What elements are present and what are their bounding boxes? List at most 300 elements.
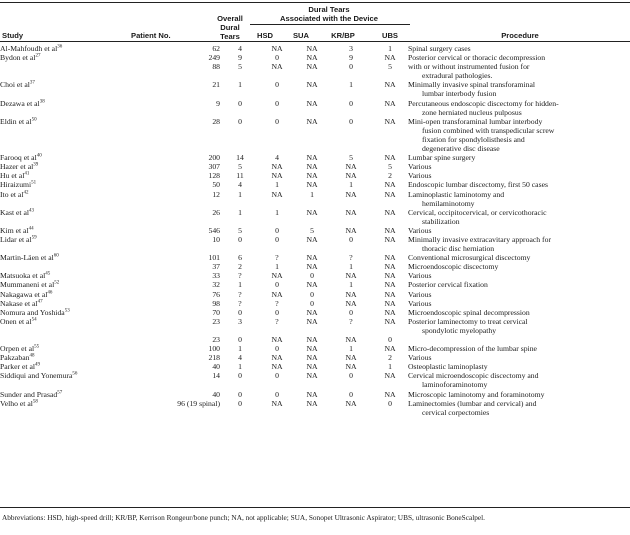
cell-patient-no: 50 xyxy=(212,180,220,190)
procedure-line: Conventional microsurgical discectomy xyxy=(408,253,531,263)
study-name: Al-Mahfoudh et al xyxy=(0,44,58,53)
cell-kr-bp: 0 xyxy=(349,62,353,72)
procedure-line: Microendoscopic spinal decompression xyxy=(408,307,530,317)
procedure-line: Various xyxy=(408,171,432,181)
cell-sua: NA xyxy=(306,316,318,326)
study-name: Orpen et al xyxy=(0,344,35,354)
cell-ubs: NA xyxy=(384,371,396,381)
cell-study xyxy=(0,344,128,353)
cell-ubs: NA xyxy=(384,153,396,163)
cell-patient-no: 307 xyxy=(208,162,220,172)
cell-overall-tears: 11 xyxy=(236,171,244,181)
cell-overall-tears: 0 xyxy=(238,398,242,408)
cell-hsd: 1 xyxy=(275,207,279,217)
study-name: Ito et al xyxy=(0,189,24,199)
cell-procedure xyxy=(408,99,630,117)
cell-overall-tears: 14 xyxy=(236,153,244,163)
cell-patient-no: 21 xyxy=(212,80,220,90)
table-row xyxy=(0,317,630,335)
cell-ubs: NA xyxy=(384,289,396,299)
cell-kr-bp: 1 xyxy=(349,262,353,272)
reference-number: 37 xyxy=(29,80,35,86)
cell-study xyxy=(0,180,128,189)
reference-number: 51 xyxy=(31,180,37,186)
cell-study xyxy=(0,290,128,299)
cell-overall-tears: 2 xyxy=(238,262,242,272)
study-name: Lidar et al xyxy=(0,234,32,244)
table-row xyxy=(0,180,630,189)
cell-study xyxy=(0,226,128,235)
cell-study xyxy=(0,371,128,389)
reference-number: 27 xyxy=(35,53,41,59)
cell-procedure xyxy=(408,190,630,208)
header-overall xyxy=(206,14,254,41)
cell-kr-bp: 0 xyxy=(349,371,353,381)
cell-procedure xyxy=(408,44,630,53)
cell-patient-no: 28 xyxy=(212,116,220,126)
study-name: Kim et al xyxy=(0,225,29,235)
cell-procedure xyxy=(408,308,630,317)
cell-procedure xyxy=(408,371,630,389)
cell-ubs: 0 xyxy=(388,398,392,408)
cell-procedure xyxy=(408,299,630,308)
cell-sua: NA xyxy=(306,362,318,372)
cell-procedure xyxy=(408,162,630,171)
cell-ubs: 5 xyxy=(388,62,392,72)
cell-patient-no: 26 xyxy=(212,207,220,217)
cell-study xyxy=(0,308,128,317)
cell-procedure xyxy=(408,290,630,299)
cell-patient-no: 23 xyxy=(212,335,220,344)
cell-hsd: ? xyxy=(275,253,279,263)
cell-sua: NA xyxy=(306,344,318,354)
reference-number: 44 xyxy=(28,226,34,232)
cell-sua: NA xyxy=(306,153,318,163)
study-name: Nomura and Yoshida xyxy=(0,307,65,317)
cell-overall-tears: 5 xyxy=(238,62,242,72)
cell-ubs: NA xyxy=(384,53,396,63)
cell-overall-tears: 5 xyxy=(238,162,242,172)
cell-ubs: NA xyxy=(384,98,396,108)
cell-ubs: NA xyxy=(384,253,396,263)
cell-ubs: NA xyxy=(384,271,396,281)
cell-procedure xyxy=(408,117,630,153)
cell-kr-bp: 0 xyxy=(349,116,353,126)
cell-procedure xyxy=(408,390,630,399)
table-row xyxy=(0,80,630,98)
cell-patient-no: 200 xyxy=(208,153,220,163)
procedure-line: fixation for spondylolisthesis and xyxy=(422,134,525,144)
table-row xyxy=(0,399,630,417)
cell-hsd: 0 xyxy=(275,371,279,381)
study-name: Mummaneni et al xyxy=(0,280,55,290)
cell-sua: NA xyxy=(306,307,318,317)
reference-number: 42 xyxy=(23,189,29,195)
cell-kr-bp: NA xyxy=(345,271,357,281)
cell-study xyxy=(0,162,128,171)
cell-sua: NA xyxy=(306,207,318,217)
table-row xyxy=(0,62,630,80)
header-study: Study xyxy=(2,31,24,40)
header-sua: SUA xyxy=(292,31,310,40)
table-row xyxy=(0,390,630,399)
table-row xyxy=(0,44,630,53)
cell-hsd: 0 xyxy=(275,234,279,244)
cell-procedure xyxy=(408,53,630,62)
study-name: Parker et al xyxy=(0,362,36,372)
reference-number: 40 xyxy=(36,153,42,159)
cell-sua: NA xyxy=(306,280,318,290)
procedure-line: fusion combined with transpedicular screw xyxy=(422,125,555,135)
procedure-line: extradural pathologies. xyxy=(422,71,493,81)
cell-kr-bp: NA xyxy=(345,335,357,344)
cell-sua: NA xyxy=(306,262,318,272)
cell-sua: NA xyxy=(306,116,318,126)
procedure-line: hemilaminotomy xyxy=(422,198,475,208)
cell-overall-tears: 0 xyxy=(238,307,242,317)
cell-ubs: NA xyxy=(384,234,396,244)
header-overall-line-2: Dural xyxy=(220,23,240,32)
table-row xyxy=(0,371,630,389)
cell-overall-tears: 1 xyxy=(238,362,242,372)
study-name: Farooq et al xyxy=(0,153,37,163)
cell-overall-tears: 1 xyxy=(238,207,242,217)
cell-procedure xyxy=(408,353,630,362)
cell-kr-bp: 0 xyxy=(349,234,353,244)
cell-procedure xyxy=(408,180,630,189)
cell-patient-no: 23 xyxy=(212,316,220,326)
procedure-line: Cervical microendoscopic discectomy and xyxy=(408,371,539,381)
cell-ubs: NA xyxy=(384,280,396,290)
cell-kr-bp: NA xyxy=(345,189,357,199)
table-row xyxy=(0,353,630,362)
procedure-line: laminoforaminotomy xyxy=(422,380,488,390)
abbreviations-footnote: Abbreviations: HSD, high-speed drill; KR/BP, Kerrison Rongeur/bone punch; NA, not applicable; SUA, Sonopet Ultrasonic Aspirator; UBS, ultrasonic BoneScalpel. xyxy=(2,513,485,522)
header-patient-no: Patient No. xyxy=(131,31,171,40)
procedure-line: Spinal surgery cases xyxy=(408,44,471,53)
cell-ubs: NA xyxy=(384,116,396,126)
cell-patient-no: 33 xyxy=(212,271,220,281)
cell-hsd: NA xyxy=(271,362,283,372)
cell-hsd: 0 xyxy=(275,116,279,126)
cell-kr-bp: 1 xyxy=(349,280,353,290)
cell-sua: NA xyxy=(306,234,318,244)
cell-hsd: 0 xyxy=(275,225,279,235)
cell-sua: 1 xyxy=(310,189,314,199)
study-name: Hu et al xyxy=(0,171,25,181)
reference-number: 59 xyxy=(31,235,37,241)
cell-patient-no: 249 xyxy=(208,53,220,63)
header-group-line-1: Dural Tears xyxy=(308,5,350,14)
procedure-line: with or without instrumented fusion for xyxy=(408,62,530,72)
cell-study xyxy=(0,44,128,53)
cell-ubs: 5 xyxy=(388,162,392,172)
procedure-line: Various xyxy=(408,298,432,308)
cell-overall-tears: 3 xyxy=(238,316,242,326)
cell-sua: 0 xyxy=(310,289,314,299)
cell-study xyxy=(0,208,128,226)
cell-sua: NA xyxy=(306,253,318,263)
procedure-line: cervical corpectomies xyxy=(422,407,490,417)
cell-sua: 5 xyxy=(310,225,314,235)
cell-hsd: 1 xyxy=(275,262,279,272)
cell-procedure xyxy=(408,317,630,335)
reference-number: 58 xyxy=(32,399,38,405)
table-row xyxy=(0,99,630,117)
cell-sua: 0 xyxy=(310,271,314,281)
cell-study xyxy=(0,353,128,362)
cell-patient-no: 100 xyxy=(208,344,220,354)
table-row xyxy=(0,271,630,280)
header-overall-line-1: Overall xyxy=(217,14,243,23)
study-name: Nakagawa et al xyxy=(0,289,48,299)
cell-kr-bp: ? xyxy=(349,253,353,263)
header-kr-bp: KR/BP xyxy=(331,31,355,40)
cell-procedure xyxy=(408,335,630,344)
cell-kr-bp: 0 xyxy=(349,389,353,399)
group-rule xyxy=(250,24,410,25)
reference-number: 60 xyxy=(53,253,59,259)
cell-patient-no: 218 xyxy=(208,353,220,363)
procedure-line: Posterior cervical fixation xyxy=(408,280,488,290)
cell-overall-tears: 5 xyxy=(238,225,242,235)
cell-overall-tears: 9 xyxy=(238,53,242,63)
cell-procedure xyxy=(408,280,630,289)
procedure-line: Mini-open transforaminal lumbar interbody xyxy=(408,116,543,126)
study-name: Pakzaban xyxy=(0,353,30,363)
study-name: Eldin et al xyxy=(0,116,32,126)
cell-sua: NA xyxy=(306,80,318,90)
cell-procedure xyxy=(408,262,630,271)
cell-patient-no: 40 xyxy=(212,362,220,372)
cell-hsd: NA xyxy=(271,289,283,299)
cell-kr-bp: NA xyxy=(345,289,357,299)
cell-sua: NA xyxy=(306,62,318,72)
procedure-line: Various xyxy=(408,271,432,281)
cell-hsd: NA xyxy=(271,171,283,181)
header-overall-line-3: Tears xyxy=(220,32,240,41)
study-name: Hiraizumi xyxy=(0,180,32,190)
cell-ubs: NA xyxy=(384,80,396,90)
cell-sua: NA xyxy=(306,171,318,181)
procedure-line: stabilization xyxy=(422,216,460,226)
reference-number: 45 xyxy=(45,271,51,277)
top-rule xyxy=(0,2,630,3)
study-name: Velho et al xyxy=(0,398,33,408)
procedure-line: Percutaneous endoscopic discectomy for hidden- xyxy=(408,98,559,108)
cell-hsd: ? xyxy=(275,316,279,326)
table-row xyxy=(0,226,630,235)
study-name: Choi et al xyxy=(0,80,30,90)
cell-overall-tears: 4 xyxy=(238,180,242,190)
cell-kr-bp: NA xyxy=(345,171,357,181)
cell-study xyxy=(0,299,128,308)
data-table xyxy=(0,44,630,417)
reference-number: 41 xyxy=(24,171,30,177)
cell-sua: 0 xyxy=(310,298,314,308)
table-row xyxy=(0,262,630,271)
cell-study xyxy=(0,317,128,335)
cell-ubs: 0 xyxy=(388,335,392,344)
cell-hsd: NA xyxy=(271,62,283,72)
bottom-rule xyxy=(0,507,630,508)
procedure-line: Laminoplastic laminotomy and xyxy=(408,189,505,199)
cell-procedure xyxy=(408,153,630,162)
cell-procedure xyxy=(408,80,630,98)
header-procedure: Procedure xyxy=(501,31,539,40)
study-name: Matsuoka et al xyxy=(0,271,46,281)
cell-ubs: 1 xyxy=(388,362,392,372)
cell-sua: NA xyxy=(306,180,318,190)
cell-patient-no: 98 xyxy=(212,298,220,308)
cell-patient-no: 12 xyxy=(212,189,220,199)
cell-study xyxy=(0,190,128,208)
cell-patient-no: 62 xyxy=(212,44,220,53)
procedure-line: Microendoscopic discectomy xyxy=(408,262,499,272)
procedure-line: Minimally invasive spinal transforaminal xyxy=(408,80,536,90)
cell-ubs: 1 xyxy=(388,44,392,53)
cell-hsd: NA xyxy=(271,271,283,281)
header-ubs: UBS xyxy=(381,31,399,40)
cell-patient-no: 101 xyxy=(208,253,220,263)
table-row xyxy=(0,190,630,208)
cell-hsd: 0 xyxy=(275,307,279,317)
cell-study xyxy=(0,399,128,417)
cell-study xyxy=(0,80,128,98)
cell-hsd: 4 xyxy=(275,153,279,163)
cell-study xyxy=(0,53,128,62)
cell-sua: NA xyxy=(306,371,318,381)
cell-patient-no: 40 xyxy=(212,389,220,399)
table-row xyxy=(0,335,630,344)
cell-ubs: NA xyxy=(384,225,396,235)
table-row xyxy=(0,162,630,171)
procedure-line: lumbar interbody fusion xyxy=(422,89,497,99)
cell-study xyxy=(0,153,128,162)
cell-overall-tears: 0 xyxy=(238,116,242,126)
study-name: Hazer et al xyxy=(0,162,34,172)
cell-procedure xyxy=(408,362,630,371)
cell-ubs: NA xyxy=(384,344,396,354)
study-name: Onen et al xyxy=(0,316,32,326)
cell-overall-tears: ? xyxy=(238,289,242,299)
study-name: Bydon et al xyxy=(0,53,36,63)
cell-hsd: 0 xyxy=(275,80,279,90)
cell-kr-bp: 3 xyxy=(349,44,353,53)
reference-number: 53 xyxy=(64,308,70,314)
cell-ubs: NA xyxy=(384,389,396,399)
cell-patient-no: 96 (19 spinal) xyxy=(177,398,220,408)
cell-study xyxy=(0,235,128,253)
cell-kr-bp: 0 xyxy=(349,307,353,317)
cell-ubs: NA xyxy=(384,180,396,190)
cell-study xyxy=(0,390,128,399)
cell-kr-bp: 0 xyxy=(349,98,353,108)
cell-sua: NA xyxy=(306,162,318,172)
cell-procedure xyxy=(408,253,630,262)
reference-number: 50 xyxy=(31,117,37,123)
cell-study xyxy=(0,271,128,280)
cell-ubs: 2 xyxy=(388,171,392,181)
study-name: Martin-Läen et al xyxy=(0,253,54,263)
cell-hsd: NA xyxy=(271,44,283,53)
cell-overall-tears: 4 xyxy=(238,353,242,363)
table-row xyxy=(0,208,630,226)
table-row xyxy=(0,280,630,289)
procedure-line: Endoscopic lumbar discectomy, first 50 cases xyxy=(408,180,548,190)
cell-sua: NA xyxy=(306,389,318,399)
cell-hsd: 0 xyxy=(275,280,279,290)
table-row xyxy=(0,290,630,299)
cell-kr-bp: NA xyxy=(345,162,357,172)
cell-patient-no: 546 xyxy=(208,225,220,235)
cell-hsd: NA xyxy=(271,189,283,199)
cell-procedure xyxy=(408,399,630,417)
cell-ubs: NA xyxy=(384,262,396,272)
procedure-line: Various xyxy=(408,162,432,172)
cell-overall-tears: 1 xyxy=(238,80,242,90)
cell-study xyxy=(0,117,128,153)
cell-study xyxy=(0,280,128,289)
cell-ubs: 2 xyxy=(388,353,392,363)
study-name: Sunder and Prasad xyxy=(0,389,58,399)
cell-patient-no: 76 xyxy=(212,289,220,299)
cell-hsd: 1 xyxy=(275,180,279,190)
cell-hsd: NA xyxy=(271,162,283,172)
cell-hsd: 0 xyxy=(275,344,279,354)
cell-procedure xyxy=(408,344,630,353)
table-row xyxy=(0,308,630,317)
cell-kr-bp: 1 xyxy=(349,80,353,90)
reference-number: 39 xyxy=(33,162,39,168)
procedure-line: Posterior laminectomy to treat cervical xyxy=(408,316,528,326)
cell-ubs: NA xyxy=(384,207,396,217)
study-name: Dezawa et al xyxy=(0,98,40,108)
cell-sua: NA xyxy=(306,44,318,53)
cell-overall-tears: 4 xyxy=(238,44,242,53)
cell-study xyxy=(0,171,128,180)
cell-overall-tears: ? xyxy=(238,298,242,308)
cell-study xyxy=(0,262,128,271)
cell-overall-tears: 1 xyxy=(238,344,242,354)
cell-kr-bp: 1 xyxy=(349,344,353,354)
cell-hsd: NA xyxy=(271,398,283,408)
cell-sua: NA xyxy=(306,398,318,408)
cell-ubs: NA xyxy=(384,189,396,199)
procedure-line: Posterior cervical or thoracic decompression xyxy=(408,53,546,63)
reference-number: 36 xyxy=(57,44,63,50)
reference-number: 46 xyxy=(47,289,53,295)
cell-overall-tears: 0 xyxy=(238,335,242,344)
cell-kr-bp: NA xyxy=(345,298,357,308)
reference-number: 47 xyxy=(37,299,43,305)
procedure-line: Osteoplastic laminoplasty xyxy=(408,362,488,372)
cell-sua: NA xyxy=(306,98,318,108)
procedure-line: spondylotic myelopathy xyxy=(422,325,497,335)
cell-hsd: 0 xyxy=(275,389,279,399)
cell-study xyxy=(0,99,128,117)
procedure-line: degenerative disc disease xyxy=(422,144,500,154)
reference-number: 43 xyxy=(29,208,35,214)
reference-number: 48 xyxy=(29,353,35,359)
cell-procedure xyxy=(408,226,630,235)
reference-number: 55 xyxy=(34,344,40,350)
cell-patient-no: 37 xyxy=(212,262,220,272)
table-row xyxy=(0,362,630,371)
cell-study xyxy=(0,62,128,80)
header-group-label xyxy=(248,5,410,23)
cell-ubs: NA xyxy=(384,298,396,308)
